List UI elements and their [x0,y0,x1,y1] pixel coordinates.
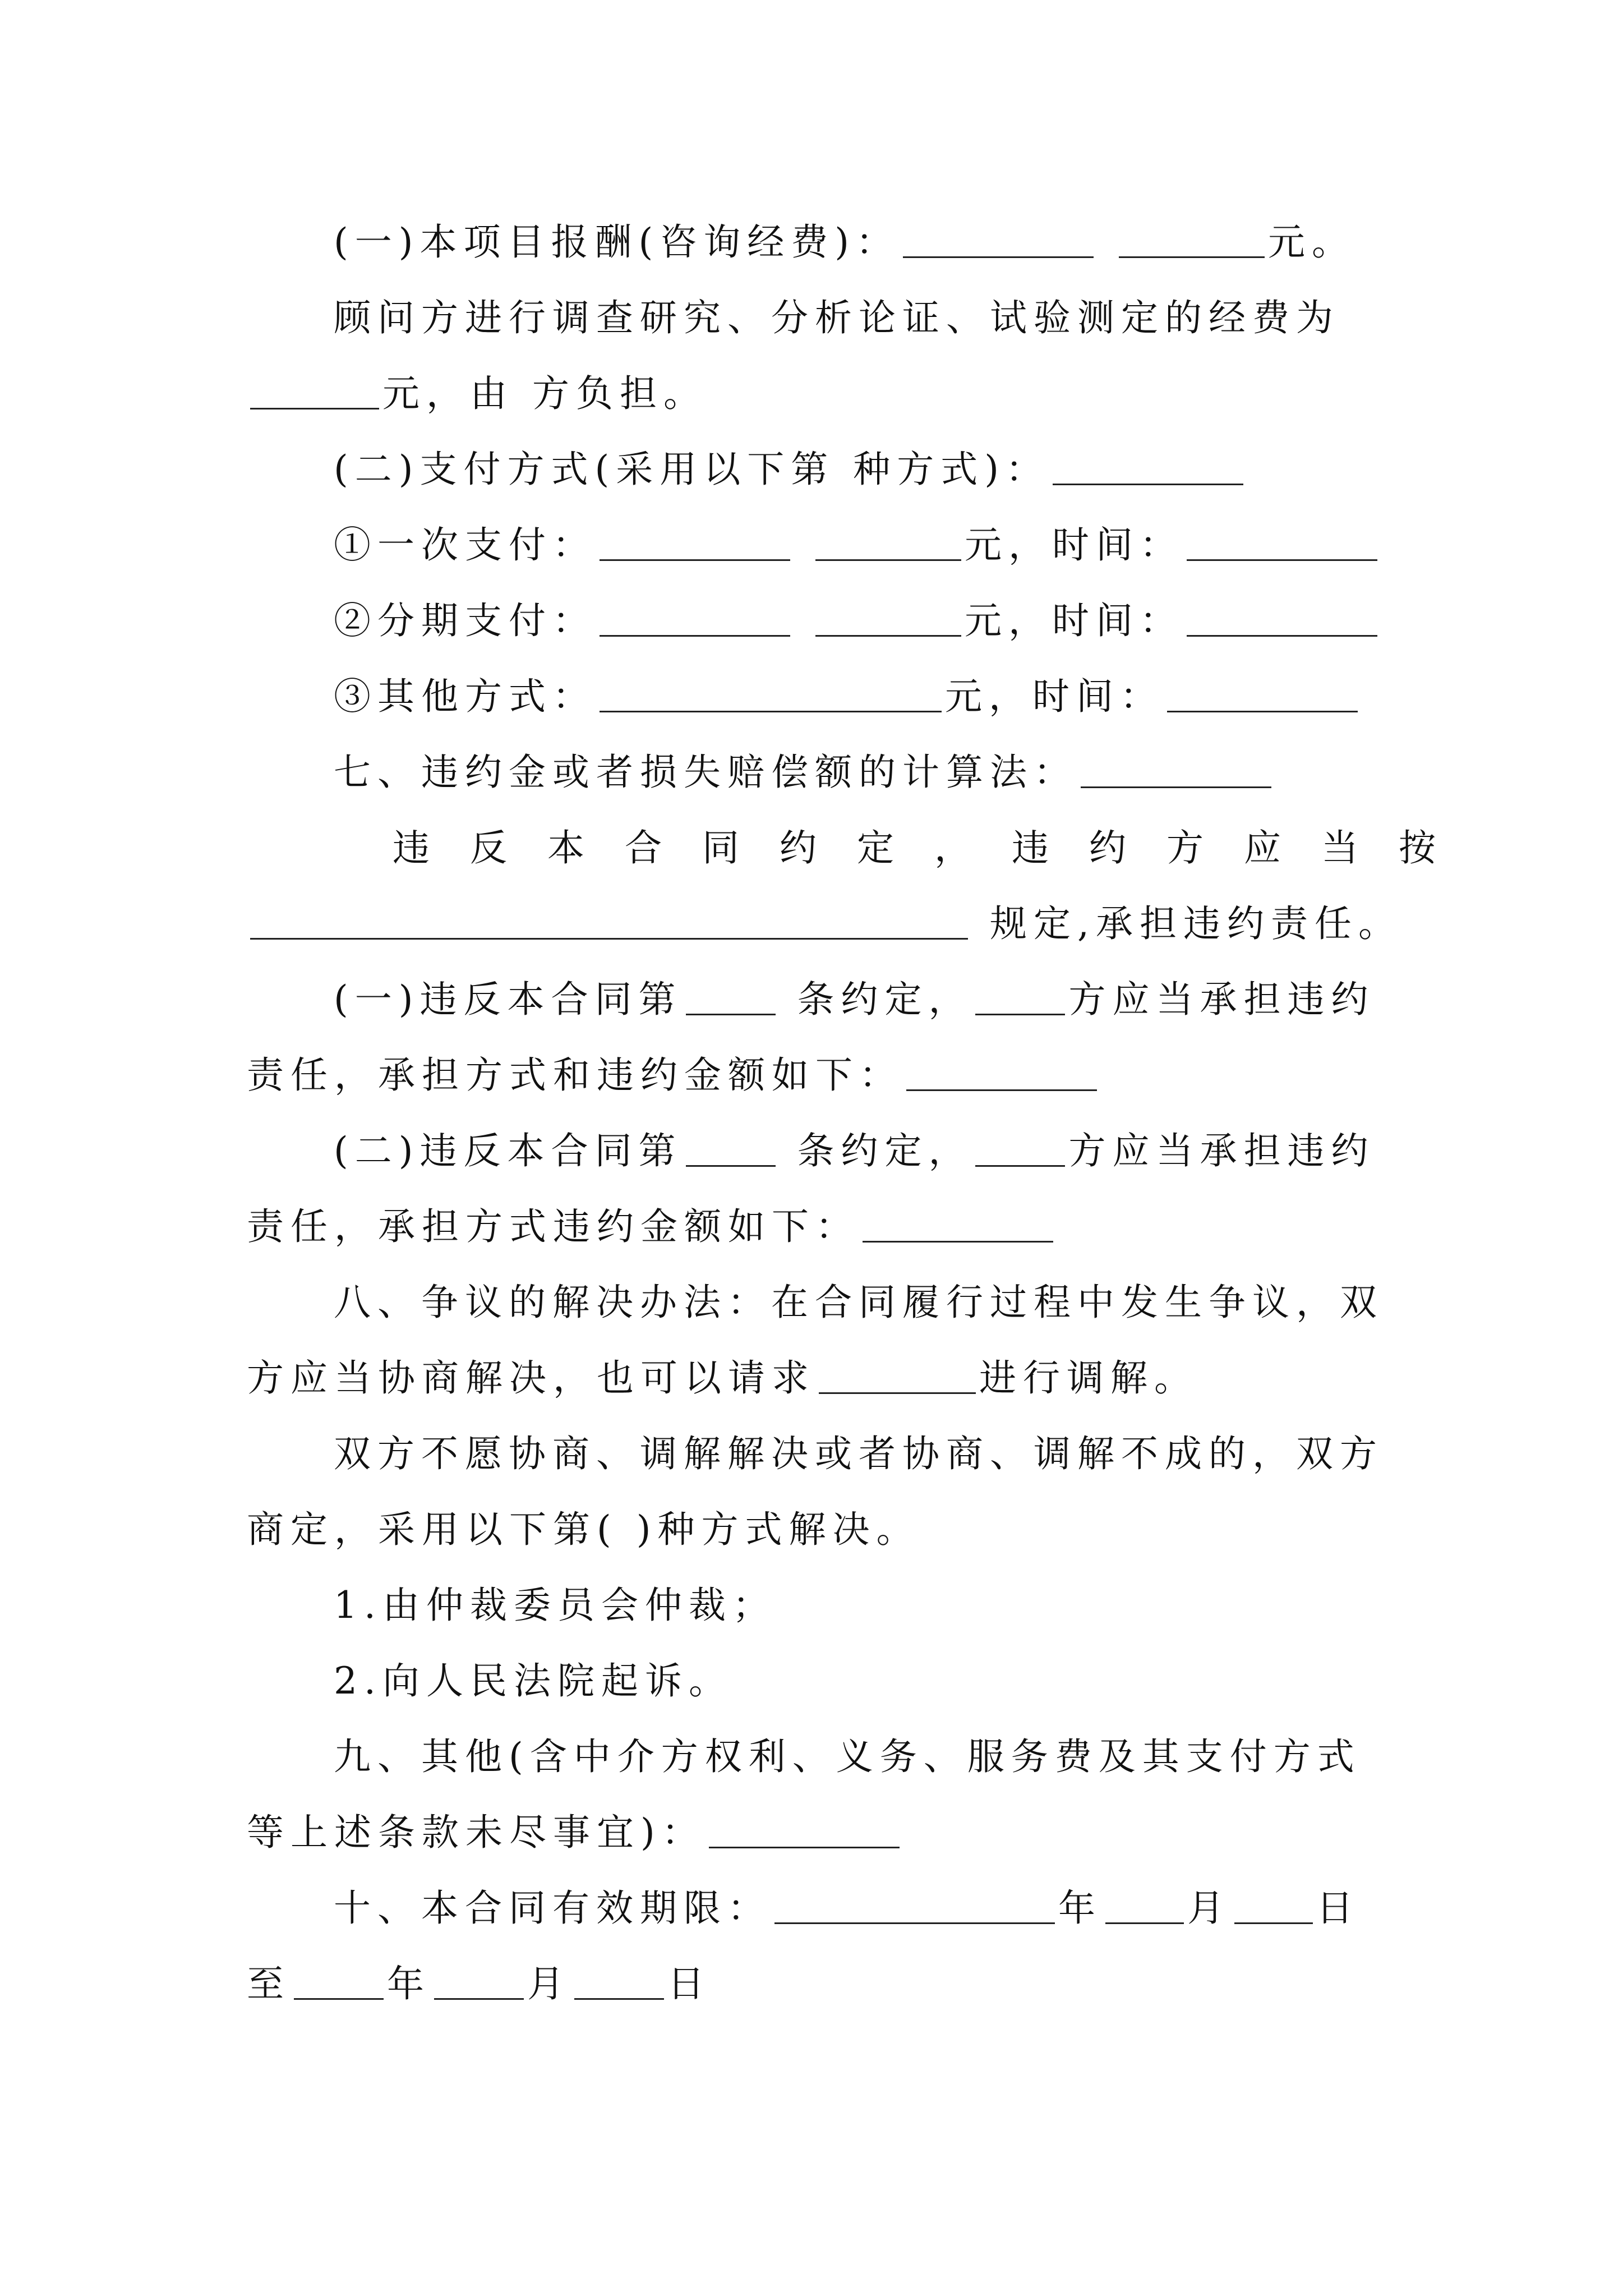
text: 责任，承担方式和违约金额如下： [247,1053,903,1097]
blank-field[interactable] [1119,224,1265,258]
blank-field[interactable] [686,981,776,1015]
line-other-terms-cont [247,1802,1385,1864]
blank-field[interactable] [434,1966,524,2000]
line-breach-one [334,969,1385,1030]
line-option-lawsuit [334,1650,1385,1712]
blank-field[interactable] [819,1360,976,1394]
line-breach-two [334,1120,1385,1182]
blank-field[interactable] [250,375,379,409]
text: 月 [527,1962,571,2005]
blank-field[interactable] [294,1966,384,2000]
line-breach-clause [393,817,1476,879]
line-cost-bearer [247,363,1385,425]
blank-field[interactable] [863,1208,1053,1243]
text: 方应当承担违约 [1068,1129,1375,1172]
line-payment-method [334,439,1385,500]
text: ③其他方式： [334,675,596,718]
text: 方应当协商解决，也可以请求 [247,1356,815,1400]
blank-field[interactable] [709,1814,900,1848]
text: (一)违反本合同第 [334,978,683,1021]
blank-field[interactable] [250,905,968,940]
text: 元。 [1267,220,1355,264]
text: (二)支付方式(采用以下第 种方式)： [334,448,1049,491]
blank-field[interactable] [774,1890,1055,1924]
text: (一)本项目报酬(咨询经费)： [334,220,900,264]
blank-field[interactable] [975,981,1065,1015]
text: 元，时间： [964,599,1183,642]
text: 日 [1316,1887,1360,1930]
line-dispute-resolution [334,1272,1385,1333]
blank-field[interactable] [1081,754,1271,788]
text: 2.向人民法院起诉。 [334,1659,732,1703]
line-mediation [247,1347,1385,1409]
text: 进行调解。 [979,1356,1198,1400]
text: 条约定， [797,978,972,1021]
line-penalty-calculation [334,742,1385,803]
text: ②分期支付： [334,599,596,642]
text: 等上述条款未尽事宜)： [247,1811,706,1854]
text: 年 [387,1962,431,2005]
blank-field[interactable] [1234,1890,1313,1924]
blank-field[interactable] [600,527,790,561]
blank-field[interactable] [1105,1890,1184,1924]
line-method-choice [247,1499,1385,1561]
blank-field[interactable] [975,1133,1065,1167]
text: 月 [1187,1887,1231,1930]
text: 十、本合同有效期限： [334,1887,771,1930]
line-failed-mediation [334,1423,1385,1485]
line-other-method [334,666,1385,728]
text: 九、其他(含中介方权利、义务、服务费及其支付方式 [334,1735,1361,1778]
text: 责任，承担方式违约金额如下： [247,1205,859,1248]
line-validity-end [247,1953,1385,2015]
text: 元，时间： [964,523,1183,567]
blank-field[interactable] [815,602,961,637]
blank-field[interactable] [1053,451,1243,485]
text: 至 [247,1962,291,2005]
line-project-fee [334,211,1385,273]
blank-field[interactable] [574,1966,664,2000]
text: 八、争议的解决办法：在合同履行过程中发生争议，双 [334,1281,1384,1324]
text: (二)违反本合同第 [334,1129,683,1172]
line-lump-sum [334,514,1385,576]
blank-field[interactable] [686,1133,776,1167]
text: 违反本合同约定，违约方应当按 [393,826,1476,869]
text: 条约定， [797,1129,972,1172]
line-breach-liability [247,893,1402,955]
line-research-cost [334,287,1385,349]
text: 元，由 方负担。 [382,372,707,415]
line-breach-two-detail [247,1196,1385,1258]
line-installment [334,590,1385,652]
line-option-arbitration [334,1575,1385,1636]
line-validity-period [334,1878,1385,1939]
line-breach-one-detail [247,1045,1385,1106]
text: 1.由仲裁委员会仲裁； [334,1584,776,1627]
text: 元，时间： [945,675,1164,718]
text: 规定,承担违约责任。 [989,902,1402,945]
blank-field[interactable] [906,1057,1097,1091]
text: 年 [1058,1887,1102,1930]
text: 方应当承担违约 [1068,978,1375,1021]
line-other-terms [334,1726,1385,1788]
text: 商定，采用以下第( )种方式解决。 [247,1508,920,1551]
blank-field[interactable] [1187,527,1377,561]
blank-field[interactable] [815,527,961,561]
text: 顾问方进行调查研究、分析论证、试验测定的经费为 [334,296,1340,339]
text: 日 [667,1962,711,2005]
text: 七、违约金或者损失赔偿额的计算法： [334,751,1077,794]
blank-field[interactable] [1167,678,1358,712]
blank-field[interactable] [600,678,942,712]
blank-field[interactable] [600,602,790,637]
blank-field[interactable] [903,224,1094,258]
text: 双方不愿协商、调解解决或者协商、调解不成的，双方 [334,1432,1384,1475]
text: ①一次支付： [334,523,596,567]
blank-field[interactable] [1187,602,1377,637]
